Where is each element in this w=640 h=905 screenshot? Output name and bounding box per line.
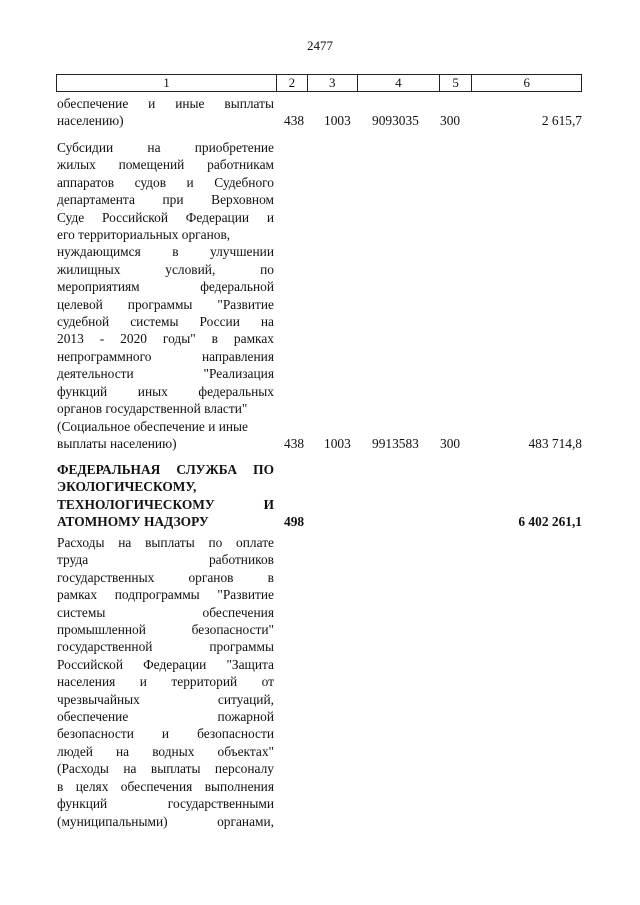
description-line: Субсидии на приобретение xyxy=(57,140,274,155)
description-line: промышленной безопасности" xyxy=(57,622,274,638)
description-line: жилищных условий, по xyxy=(57,261,274,277)
description-line: (Социальное обеспечение и иные xyxy=(57,418,248,434)
description-line: выплаты населению) xyxy=(57,435,177,451)
cell-col5: 300 xyxy=(440,436,461,451)
table-row xyxy=(57,95,582,130)
cell-col6: 2 615,7 xyxy=(541,113,582,128)
description-line: в целях обеспечения выполнения xyxy=(57,778,274,794)
header-col-4: 4 xyxy=(358,75,440,91)
description-line: обеспечение пожарной xyxy=(57,709,274,725)
table-row xyxy=(57,534,582,830)
header-col-6: 6 xyxy=(523,75,530,90)
description-line: деятельности "Реализация xyxy=(57,366,274,382)
row-description xyxy=(57,534,274,830)
agency-heading xyxy=(57,461,274,531)
description-line: (Расходы на выплаты персоналу xyxy=(57,761,274,777)
header-col-1: 1 xyxy=(57,75,277,91)
description-line: безопасности и безопасности xyxy=(57,726,274,742)
cell-col5: 300 xyxy=(440,113,461,128)
cell-col3: 1003 xyxy=(324,436,351,451)
description-line: департамента при Верховном xyxy=(57,192,274,208)
description-line: ФЕДЕРАЛЬНАЯ СЛУЖБА ПО xyxy=(57,462,274,477)
description-line: функций иных федеральных xyxy=(57,383,274,399)
description-line: Российской Федерации "Защита xyxy=(57,656,274,672)
description-line: функций государственными xyxy=(57,796,274,812)
header-col-2: 2 xyxy=(277,75,308,91)
description-line: рамках подпрограммы "Развитие xyxy=(57,587,274,603)
description-line: населению) xyxy=(57,113,124,129)
cell-col6: 6 402 261,1 xyxy=(518,514,582,529)
cell-col4: 9093035 xyxy=(372,113,419,128)
row-description xyxy=(57,139,274,452)
description-line: обеспечение и иные выплаты xyxy=(57,96,274,111)
table-row xyxy=(57,139,582,452)
cell-col6: 483 714,8 xyxy=(528,436,582,451)
description-line: органов государственной власти" xyxy=(57,401,248,417)
description-line: мероприятиям федеральной xyxy=(57,279,274,295)
description-line: судебной системы России на xyxy=(57,314,274,330)
description-line: Суде Российской Федерации и xyxy=(57,209,274,225)
description-line: государственной программы xyxy=(57,639,274,655)
description-line: АТОМНОМУ НАДЗОРУ xyxy=(57,514,209,530)
description-line: людей на водных объектах" xyxy=(57,743,274,759)
header-col-5: 5 xyxy=(440,75,473,91)
header-col-3: 3 xyxy=(308,75,358,91)
table-header xyxy=(56,74,582,92)
description-line: аппаратов судов и Судебного xyxy=(57,174,274,190)
description-line: системы обеспечения xyxy=(57,604,274,620)
row-description xyxy=(57,95,274,130)
cell-col3: 1003 xyxy=(324,113,351,128)
description-line: ТЕХНОЛОГИЧЕСКОМУ И xyxy=(57,496,274,512)
description-line: 2013 - 2020 годы" в рамках xyxy=(57,331,274,347)
description-line: его территориальных органов, xyxy=(57,227,231,243)
description-line: ЭКОЛОГИЧЕСКОМУ, xyxy=(57,479,197,495)
cell-col2: 438 xyxy=(284,436,305,451)
cell-col4: 9913583 xyxy=(372,436,419,451)
description-line: (муниципальными) органами, xyxy=(57,813,274,829)
description-line: нуждающимся в улучшении xyxy=(57,244,274,260)
description-line: государственных органов в xyxy=(57,569,274,585)
description-line: населения и территорий от xyxy=(57,674,274,690)
description-line: труда работников xyxy=(57,552,274,568)
cell-col2: 438 xyxy=(284,113,305,128)
description-line: целевой программы "Развитие xyxy=(57,296,274,312)
description-line: жилых помещений работникам xyxy=(57,157,274,173)
description-line: Расходы на выплаты по оплате xyxy=(57,535,274,550)
agency-heading-row xyxy=(57,461,582,531)
description-line: чрезвычайных ситуаций, xyxy=(57,691,274,707)
cell-col2: 498 xyxy=(284,514,305,529)
description-line: непрограммного направления xyxy=(57,348,274,364)
page-number: 2477 xyxy=(307,38,333,53)
